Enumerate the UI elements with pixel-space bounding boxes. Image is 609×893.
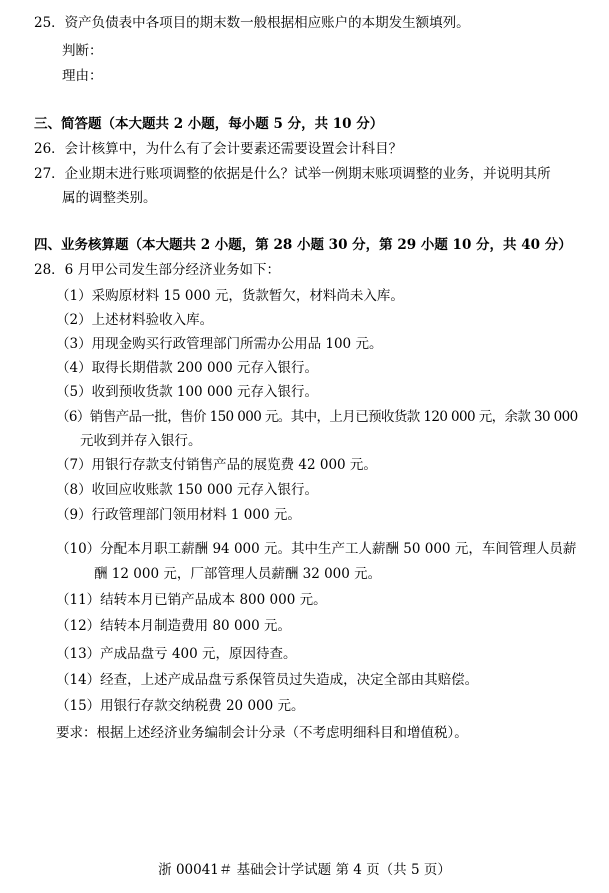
list-item: （8）收回应收账款 150 000 元存入银行。	[56, 482, 318, 498]
list-item: （3）用现金购买行政管理部门所需办公用品 100 元。	[56, 336, 383, 352]
list-item: （6）销售产品一批，售价 150 000 元。其中，上月已预收货款 120 000 元，余款 30 000	[56, 409, 578, 425]
list-item: （14）经查，上述产成品盘亏系保管员过失造成，决定全部由其赔偿。	[56, 672, 479, 688]
question-28-intro: 28．6 月甲公司发生部分经济业务如下：	[34, 262, 281, 278]
q25-reason: 理由：	[62, 68, 103, 84]
list-item-continuation: 元收到并存入银行。	[80, 433, 202, 449]
list-item: （9）行政管理部门领用材料 1 000 元。	[56, 507, 301, 523]
list-item: （13）产成品盘亏 400 元，原因待查。	[56, 646, 297, 662]
list-item: （15）用银行存款交纳税费 20 000 元。	[56, 698, 305, 714]
requirement: 要求：根据上述经济业务编制会计分录（不考虑明细科目和增值税）。	[56, 725, 468, 741]
list-item: （2）上述材料验收入库。	[56, 312, 214, 328]
question-26: 26．会计核算中，为什么有了会计要素还需要设置会计科目？	[34, 141, 403, 157]
q25-text: 25．资产负债表中各项目的期末数一般根据相应账户的本期发生额填列。	[34, 15, 470, 31]
list-item-continuation: 酬 12 000 元，厂部管理人员薪酬 32 000 元。	[94, 566, 382, 582]
list-item: （10）分配本月职工薪酬 94 000 元。其中生产工人薪酬 50 000 元，车间管理人员薪	[56, 541, 577, 557]
page-footer: 浙 00041＃ 基础会计学试题 第 4 页（共 5 页）	[158, 862, 451, 878]
list-item: （12）结转本月制造费用 80 000 元。	[56, 618, 291, 634]
section3-heading: 三、简答题（本大题共 2 小题，每小题 5 分，共 10 分）	[34, 116, 384, 132]
list-item: （11）结转本月已销产品成本 800 000 元。	[56, 592, 327, 608]
question-27-line1: 27．企业期末进行账项调整的依据是什么？试举一例期末账项调整的业务，并说明其所	[34, 166, 551, 182]
list-item: （7）用银行存款支付销售产品的展览费 42 000 元。	[56, 457, 377, 473]
question-27-line2: 属的调整类别。	[62, 190, 157, 206]
list-item: （5）收到预收货款 100 000 元存入银行。	[56, 384, 318, 400]
section4-heading: 四、业务核算题（本大题共 2 小题，第 28 小题 30 分，第 29 小题 10 分，共 40 分）	[34, 237, 572, 253]
list-item: （4）取得长期借款 200 000 元存入银行。	[56, 360, 318, 376]
list-item: （1）采购原材料 15 000 元，货款暂欠，材料尚未入库。	[56, 288, 404, 304]
q25-judgment: 判断：	[62, 43, 103, 59]
